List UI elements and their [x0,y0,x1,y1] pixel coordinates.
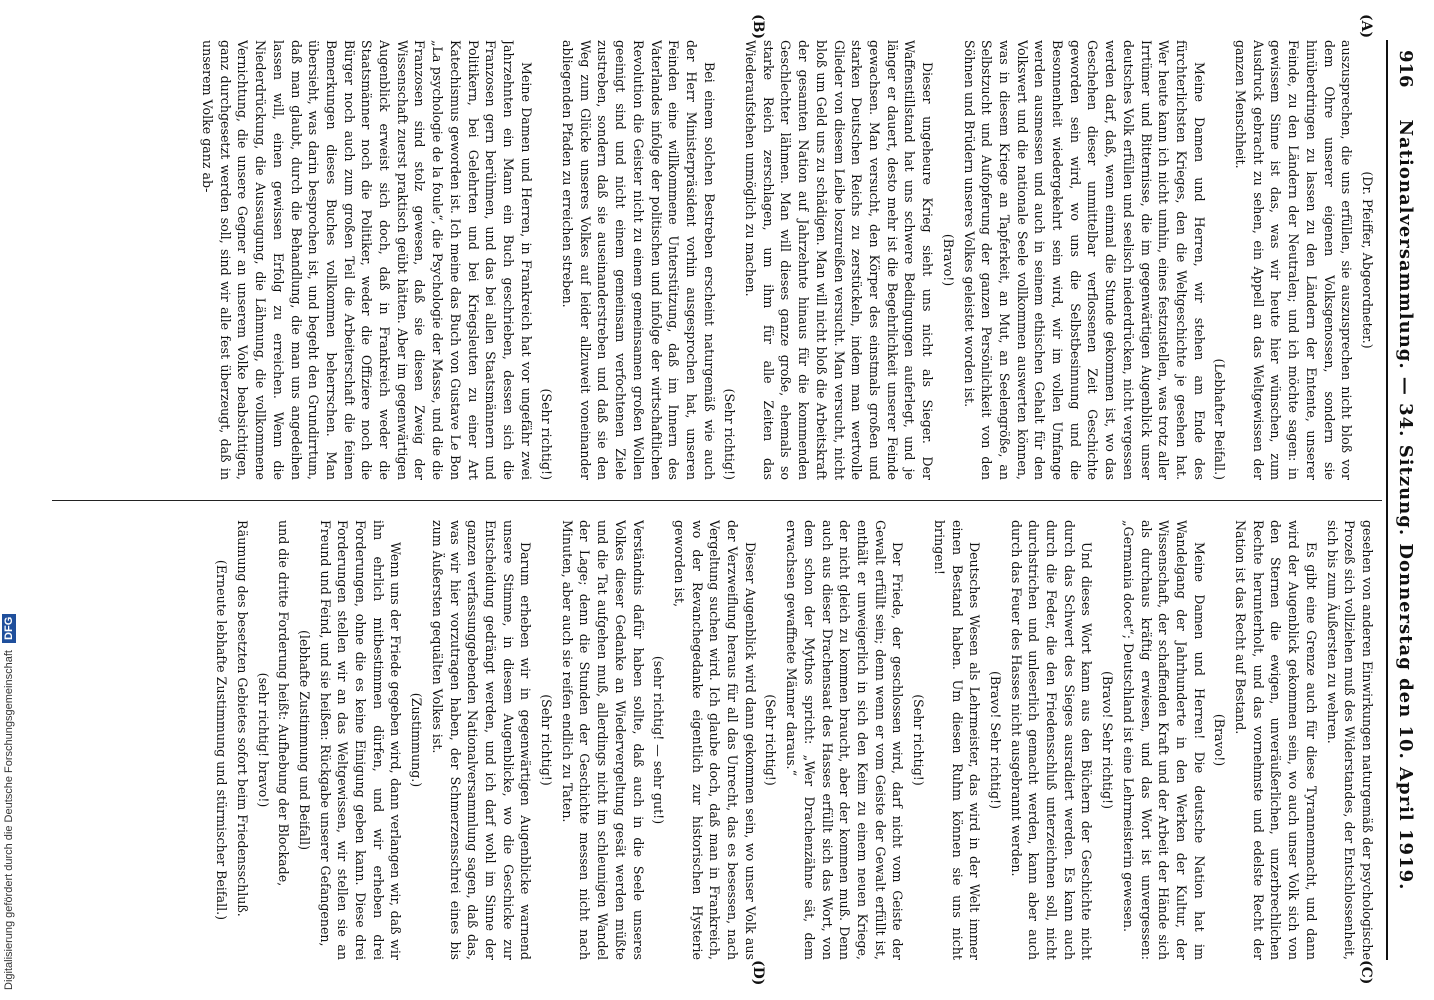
interjection: (sehr richtig! bravo!) [255,672,271,808]
speaker-line: (Dr. Pfeiffer, Abgeordneter.) [1360,171,1375,349]
paragraph: Dieser Augenblick wird dann gekommen sein, wo unser Volk aus der Verzweiflung heraus für all das Unrecht, das es besessen, nach Vergeltung suchen wird. Ich glaube doch, daß man in Frankreich, wo der Revanchegedanke eigentlich zur historischen Hysterie geworden ist, [671,520,758,960]
paragraph: Bei einem solchen Bestreben erscheint naturgemäß wie auch der Herr Ministerpräsident vorhin ausgesprochen hat, unseren Feinden eine willkommene Unterstützung, daß im Innern des Vaterlandes infolge der politischen und infolge der wirtschaftlichen Revolution die Geister nicht zu einem gemeinsamen großen Wollen geeinigt sind und nicht einem gemeinsam verfochtenen Ziele zustreben, sondern daß sie auseinanderstreben und daß sie den Weg zum Glücke unseres Volkes auf leider allzuweit voneinander abliegenden Pfaden zu erreichen streben. [560,40,717,480]
dfg-logo: DFG [2,614,16,643]
page-title: Nationalversammlung. — 34. Sitzung. Donnerstag den 10. April 1919. [1395,119,1416,891]
paragraph: Räumung des besetzten Gebietes sofort beim Friedensschluß. [234,520,250,917]
interjection: (Sehr richtig!) [911,694,927,786]
funding-credit [2,30,16,990]
margin-marker-c: (C) [1358,960,1374,985]
interjection: (Bravo!) [940,233,956,287]
left-column [56,40,1376,480]
interjection: (Erneute lebhafte Zustimmung und stürmischer Beifall.) [214,559,230,921]
paragraph: Deutsches Wesen als Lehrmeister, das wird in der Welt immer einen Bestand haben. Um diesen Ruhm können sie uns nicht bringen! [931,520,983,960]
paragraph: Meine Damen und Herren, in Frankreich hat vor ungefähr zwei Jahrzehnten ein Mann ein Buch geschrieben, dessen sich die Franzosen gern berühmen, und das bei allen Staatsmännern und Politikern, bei Gelehrten und bei Kriegsleuten zu einer Art Katechismus geworden ist. Ich meine das Buch von Gustave Le Bon „La psychologie de la foule“, die Psychologie der Masse, und die die Franzosen sind stolz gewesen, daß sie diesen Zweig der Wissenschaft zuerst praktisch geübt hätten. Aber im gegenwärtigen Augenblick erweist sich doch, daß in Frankreich weder die Staatsmänner noch die Politiker, weder die Offiziere noch die Bürger noch auch zum großen Teil die Arbeiterschaft die feinen Bemerkungen dieses Buches vollkommen beherrschen. Man übersieht, was darin besprochen ist, und begeht den Grundirrtum, daß man glaubt, durch die Behandlung, die man uns angedeihen lassen will, einen gewissen Erfolg zu erreichen. Wenn die Niederdrückung, die Aussaugung, die Lähmung, die vollkommene Vernichtung, die unsere Gegner an unserem Volke beabsichtigen, ganz durchgesetzt werden soll, sind wir alle fest überzeugt, daß in unserem Volke ganz ab- [200,40,534,480]
paragraph: Darum erheben wir in gegenwärtigen Augenblicke warnend unsere Stimme, in diesem Augenblicke, wo die Geschicke zur Entscheidung gedrängt werden, und ich darf wohl im Sinne der ganzen verfassunggebenden Nationalversammlung sagen, daß das, was wir hier vorzutragen haben, der Schmerzensschrei eines bis zum Äußersten gequälten Volkes ist. [429,520,534,960]
paragraph: Meine Damen und Herren, wir stehen am Ende des fürchterlichsten Krieges, den die Weltgeschichte je gesehen hat. Wer heute kann ich nicht umhin, eines festzustellen, was trotz aller Irrtümer und Bitternisse, die im gegenwärtigen Augenblick unser deutsches Volk erfüllen und seelisch niederdrücken, nicht vergessen werden darf, daß, wenn einmal die Stunde gekommen ist, wo das Geschehen dieser unmittelbar verflossenen Zeit Geschichte geworden sein wird, wo uns die Selbstbesinnung und die Besonnenheit wiedergekehrt sein wird, wir im vollen Umfange werden ausmessen und auch in seinem ethischen Gehalt für den Volkswert und die nationale Seele vollkommen auswerten können, was in diesem Kriege an Tapferkeit, an Mut, an Seelengröße, an Selbstzucht und Aufopferung der ganzen Persönlichkeit von den Söhnen und Brüdern unseres Volkes geleistet worden ist. [961,40,1207,480]
interjection: (Sehr richtig!) [722,388,738,480]
paragraph: Wenn uns der Friede gegeben wird, dann verlangen wir, daß wir ihn ehrlich mitbestimmen dürfen, und wir erheben drei Forderungen, ohne die es keine Einigung geben kann. Diese drei Forderungen stellen wir an das Weltgewissen, wir stellen sie an Freund und Feind, und sie heißen: Rückgabe unserer Gefangenen, [317,520,404,960]
interjection: (Bravo! Sehr richtig!) [1100,670,1116,809]
interjection: (sehr richtig! — sehr gut!) [651,655,667,825]
page-number: 916 [1395,50,1416,88]
right-column [56,520,1376,960]
interjection: (lebhafte Zustimmung und Beifall) [296,630,312,850]
margin-marker-b: (B) [750,14,766,40]
paragraph: und die dritte Forderung heißt: Aufhebung der Blockade, [276,520,292,887]
header-rule [1386,40,1388,960]
credit-strip [0,0,18,1000]
page-header [1392,50,1422,960]
interjection: (Bravo! Sehr richtig!) [987,670,1003,809]
interjection: (Zustimmung.) [409,692,425,788]
column-rule [52,500,1382,501]
margin-marker-d: (D) [750,960,766,986]
paragraph: Dieser ungeheure Krieg sieht uns nicht als Sieger. Der Waffenstillstand hat uns schwere Bedingungen auferlegt, und je länger er dauert, desto mehr ist die Begehrlichkeit unserer Feinde gewachsen. Man versucht, den Körper des einstmals großen und starken Deutschen Reichs zu zerstückeln, indem man wertvolle Glieder von diesem Leibe loszureißen versucht. Man versucht, nicht bloß um Geld uns zu schädigen. Man will nicht bloß die Arbeitskraft der gesamten Nation auf Jahrzehnte hinaus für die kommenden Geschlechter lähmen. Man will dieses ganze große, ehemals so starke Reich zerschlagen, um ihm für alle Zeiten das Wiederaufstehen unmöglich zu machen. [743,40,936,480]
paragraph: gesehen von anderen Einwirkungen naturgemäß der psychologische Prozeß sich vollziehen muß des Widerstandes, der Entschlossenheit, sich bis zum Äußersten zu wehren. [1324,520,1375,960]
margin-marker-a: (A) [1358,14,1374,39]
interjection: (Bravo!) [1212,713,1228,767]
paragraph: auszusprechen, die uns erfüllen, sie auszusprechen nicht bloß vor dem Ohre unserer eigenen Volksgenossen, sondern sie hinüberdringen zu lassen zu den Ländern der Entente, unserer Feinde, zu den Ländern der Neutralen; und ich möchte sagen: in gewissem Sinne ist das, was wir heute hier wünschen, zum Ausdruck gebracht zu sehen, ein Appell an das Weltgewissen der ganzen Menschheit. [1233,40,1355,480]
interjection: (Sehr richtig!) [539,694,555,786]
interjection: (Sehr richtig!) [763,694,779,786]
paragraph: Meine Damen und Herren! Die deutsche Nation hat im Wandelgang der Jahrhunderte in den Werken der Kultur, der Wissenschaft, der schaffenden Kraft und der Arbeit der Hände sich als durchaus kräftig erwiesen, und das Wort ist unvergessen: „Germania docet“; Deutschland ist eine Lehrmeisterin gewesen. [1120,520,1207,960]
funding-credit-text: Digitalisierung gefördert durch die Deutsche Forschungsgemeinschaft [3,650,15,990]
rotated-page [34,0,1434,990]
paragraph: Verständnis dafür haben sollte, daß auch in die Seele unseres Volkes dieser Gedanke an Wiedervergeltung gesät werden müßte und die Tat aufgehen muß, allerdings nicht im schleunigen Wandel der Lage; denn die Stunden der Geschichte messen nicht nach Minuten, aber auch sie reifen endlich zu Taten. [559,520,646,960]
paragraph: Der Friede, der geschlossen wird, darf nicht vom Geiste der Gewalt erfüllt sein; denn wenn er vom Geiste der Gewalt erfüllt ist, enthält er unweigerlich in sich den Keim zu einem neuen Kriege, der nicht gleich zu kommen braucht, aber der kommen muß. Denn auch aus dieser Drachensaat des Hasses erfüllt sich das Wort, von dem schon der Mythos spricht: „Wer Drachenzähne sät, dem erwachsen gewaffnete Männer daraus.“ [784,520,906,960]
interjection: (Sehr richtig!) [539,388,555,480]
paragraph: Und dieses Wort kann aus den Büchern der Geschichte nicht durch das Schwert des Sieges ausradiert werden. Es kann auch durch die Feder, die den Friedensschluß unterzeichnen soll, nicht durchstrichen und unleserlich gemacht werden, kann aber auch durch das Feuer des Hasses nicht ausgebrannt werden. [1008,520,1095,960]
interjection: (Lebhafter Beifall.) [1212,358,1228,480]
paragraph: Es gibt eine Grenze auch für diese Tyrannenmacht, und dann wird der Augenblick gekommen sein, wo auch unser Volk sich von den Sternen die ewigen, unveräußerlichen, unzerbrechlichen Rechte herunterholt, und das vornehmste und edelste Recht der Nation ist das Recht auf Bestand. [1233,520,1319,960]
